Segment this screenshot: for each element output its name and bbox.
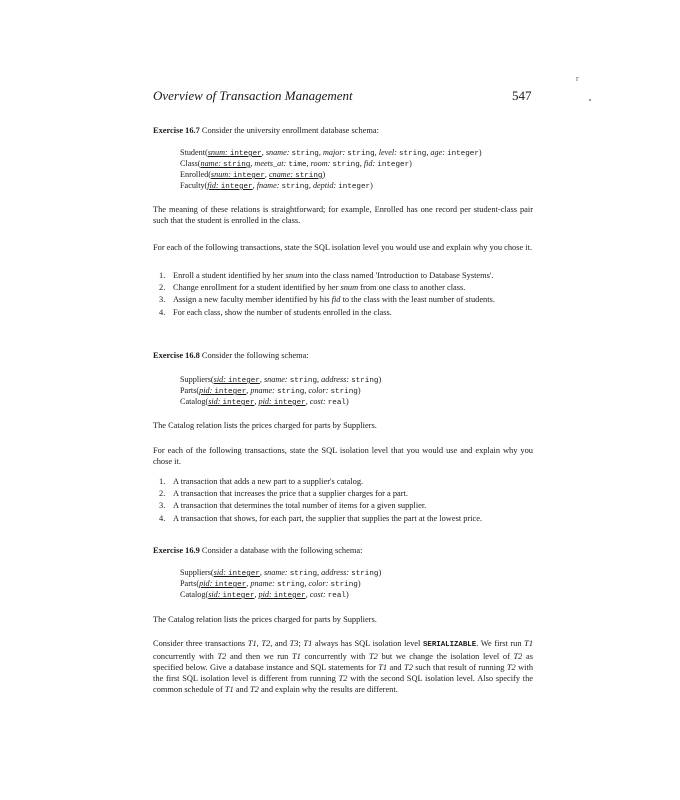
text-run: but we change the isolation level of (377, 652, 514, 661)
relation-name: Suppliers( (180, 568, 214, 577)
text-run: Consider three transactions (153, 639, 248, 648)
relation-attribute: sid: integer (208, 397, 255, 407)
transaction-ref: T2 (513, 652, 523, 661)
paragraph-text (153, 638, 533, 695)
corner-mark: r (576, 74, 579, 83)
paragraph-text: The meaning of these relations is straightforward; for example, Enrolled has one record per student-class pair such that the student is enrolled in the class. (153, 205, 533, 225)
relation-attribute: address: string (321, 568, 379, 578)
schema-block-16-8 (180, 374, 381, 407)
transaction-ref: T1 (247, 639, 257, 648)
paragraph-text: For each of the following transactions, state the SQL isolation level that you would use and explain why you chose it. (153, 446, 533, 466)
schema-relation: Faculty(fid: integer, fname: string, deptid: integer) (180, 181, 373, 191)
relation-name: Suppliers( (180, 375, 214, 384)
exercise-intro: Consider a database with the following schema: (201, 546, 363, 555)
schema-relation: Catalog(sid: integer, pid: integer, cost: real) (180, 590, 349, 600)
list-item-text: A transaction that shows, for each part, the supplier that supplies the part at the lowest price. (173, 513, 483, 523)
relation-attribute: major: string (322, 148, 375, 158)
relation-attribute: snum: integer (210, 170, 265, 180)
scan-dot (589, 99, 591, 101)
paragraph-text: The Catalog relation lists the prices charged for parts by Suppliers. (153, 615, 377, 624)
transaction-ref: T2 (250, 685, 259, 694)
transaction-ref: T2 (261, 639, 271, 648)
schema-relation: Suppliers(sid: integer, sname: string, address: string) (180, 375, 382, 385)
isolation-level-keyword: SERIALIZABLE (422, 641, 477, 649)
list-item: 3. Assign a new faculty member identified by his fid to the class with the least number of students. (159, 295, 495, 305)
list-item-text: Enroll a student identified by her snum into the class named 'Introduction to Database Systems'. (173, 271, 494, 280)
relation-name: Catalog( (180, 590, 209, 599)
list-item-text: A transaction that adds a new part to a supplier's catalog. (173, 477, 364, 486)
transaction-ref: T1 (524, 639, 534, 648)
relation-attribute: deptid: integer (312, 181, 371, 191)
text-run: . We first run (476, 639, 525, 648)
list-item-text: Change enrollment for a student identified by her snum from one class to another class. (173, 283, 466, 293)
schema-relation: Suppliers(sid: integer, sname: string, address: string) (180, 568, 382, 578)
exercise-16-7-heading (153, 125, 533, 136)
text-run: such that result of running (412, 663, 507, 672)
paragraph (153, 242, 533, 253)
transaction-ref: T2 (506, 663, 516, 672)
relation-name: Student( (180, 148, 208, 157)
exercise-16-8-heading (153, 350, 533, 361)
transaction-ref: T2 (404, 663, 413, 672)
relation-attribute: pid: integer (199, 386, 247, 396)
text-run: and explain why the results are different. (258, 685, 398, 694)
exercise-intro: Consider the university enrollment database schema: (201, 126, 379, 135)
relation-attribute: sname: string (265, 148, 319, 158)
transaction-ref: T1 (303, 639, 313, 648)
relation-attribute: name: string (200, 159, 251, 169)
text-run: , and (270, 639, 290, 648)
relation-attribute: pid: integer (199, 579, 247, 589)
transaction-ref: T2 (369, 652, 378, 661)
text-run: with the first SQL isolation level is different from running (153, 663, 534, 683)
transaction-ref: T2 (217, 652, 227, 661)
transaction-ref: T2 (338, 674, 348, 683)
schema-block-16-7 (180, 147, 482, 191)
exercise-label: Exercise 16.7 (153, 126, 200, 135)
paragraph (153, 420, 533, 431)
list-item: 3. A transaction that determines the total number of items for a given supplier. (159, 501, 427, 511)
schema-block-16-9 (180, 567, 381, 600)
relation-attribute: room: string (310, 159, 360, 169)
page-number: 547 (512, 88, 532, 103)
list-item-text: For each class, show the number of students enrolled in the class. (173, 307, 392, 317)
list-item: 2. Change enrollment for a student identified by her snum from one class to another class. (159, 283, 466, 293)
relation-attribute: sid: integer (208, 590, 255, 600)
transaction-ref: T3 (289, 639, 299, 648)
list-item: 1. A transaction that adds a new part to a supplier's catalog. (159, 477, 364, 486)
paragraph-text: The Catalog relation lists the prices charged for parts by Suppliers. (153, 421, 377, 430)
relation-attribute: sname: string (264, 568, 318, 578)
schema-relation: Student(snum: integer, sname: string, major: string, level: string, age: integer) (180, 148, 482, 158)
relation-attribute: cost: real (309, 590, 346, 600)
list-item: 2. A transaction that increases the price that a supplier charges for a part. (159, 489, 408, 499)
paragraph-text: For each of the following transactions, state the SQL isolation level you would use and explain why you chose it. (153, 243, 533, 252)
relation-attribute: meets_at: time (254, 159, 307, 169)
schema-relation: Enrolled(snum: integer, cname: string) (180, 170, 326, 180)
relation-name: Catalog( (180, 397, 209, 406)
exercise-label: Exercise 16.9 (153, 546, 200, 555)
schema-relation: Parts(pid: integer, pname: string, color: string) (180, 386, 361, 396)
relation-attribute: sname: string (264, 375, 318, 385)
transaction-list-16-7 (153, 270, 533, 319)
paragraph (153, 614, 533, 625)
relation-attribute: snum: integer (207, 148, 262, 158)
transaction-ref: T1 (224, 685, 234, 694)
text-run: and (387, 663, 405, 672)
transaction-ref: T1 (378, 663, 388, 672)
paragraph (153, 445, 533, 467)
list-item-text: A transaction that determines the total number of items for a given supplier. (173, 501, 427, 511)
transaction-list-16-8 (153, 476, 533, 525)
text-run: concurrently with (153, 652, 218, 661)
relation-name: Faculty( (180, 181, 208, 190)
text-run: and then we run (226, 652, 293, 661)
relation-attribute: pname: string (250, 386, 305, 396)
exercise-label: Exercise 16.8 (153, 351, 200, 360)
list-item: 1. Enroll a student identified by her snum into the class named 'Introduction to Database Systems'. (159, 271, 494, 280)
list-item-text: Assign a new faculty member identified by his fid to the class with the least number of students. (173, 295, 495, 305)
relation-attribute: level: string (378, 148, 427, 158)
exercise-intro: Consider the following schema: (201, 351, 309, 360)
text-run: always has SQL isolation level (312, 639, 423, 648)
relation-attribute: color: string (308, 579, 358, 589)
paragraph (153, 204, 533, 226)
relation-attribute: cname: string (268, 170, 323, 180)
relation-name: Parts( (180, 579, 200, 588)
text-run: , (256, 639, 262, 648)
relation-attribute: pname: string (250, 579, 305, 589)
list-item-text: A transaction that increases the price that a supplier charges for a part. (173, 489, 408, 499)
transaction-ref: T1 (292, 652, 301, 661)
relation-attribute: color: string (308, 386, 358, 396)
exercise-16-9-heading (153, 545, 533, 556)
relation-attribute: pid: integer (258, 397, 306, 407)
relation-attribute: pid: integer (258, 590, 306, 600)
relation-name: Enrolled( (180, 170, 211, 179)
text-run: concurrently with (300, 652, 370, 661)
relation-name: Parts( (180, 386, 200, 395)
relation-attribute: fname: string (256, 181, 309, 191)
text-run: as specified below. Give a database instance and SQL statements for (153, 652, 533, 672)
relation-attribute: sid: integer (213, 375, 260, 385)
paragraph (153, 638, 533, 695)
relation-attribute: cost: real (309, 397, 346, 407)
relation-attribute: sid: integer (213, 568, 260, 578)
running-header-title: Overview of Transaction Management (153, 88, 353, 103)
relation-attribute: fid: integer (207, 181, 253, 191)
relation-name: Class( (180, 159, 201, 168)
relation-attribute: address: string (321, 375, 379, 385)
schema-relation: Class(name: string, meets_at: time, room: string, fid: integer) (180, 159, 412, 169)
schema-relation: Parts(pid: integer, pname: string, color: string) (180, 579, 361, 589)
text-run: and (233, 685, 251, 694)
text-run: ; (298, 639, 304, 648)
schema-relation: Catalog(sid: integer, pid: integer, cost: real) (180, 397, 349, 407)
list-item: 4. For each class, show the number of students enrolled in the class. (159, 307, 392, 317)
relation-attribute: age: integer (430, 148, 479, 158)
relation-attribute: fid: integer (363, 159, 410, 169)
text-run: with the second SQL isolation level. Also specify the common schedule of (153, 674, 533, 694)
list-item: 4. A transaction that shows, for each part, the supplier that supplies the part at the lowest price. (159, 513, 483, 523)
